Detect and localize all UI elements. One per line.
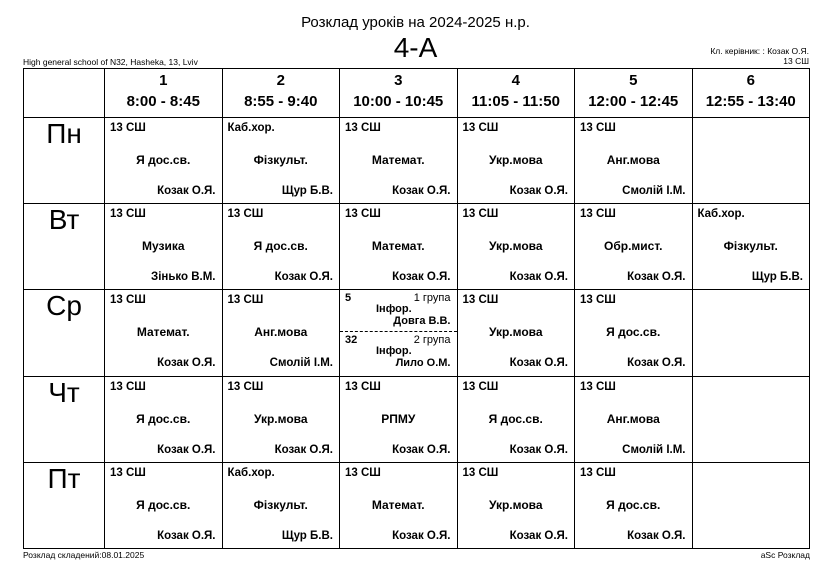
lesson-subject: Укр.мова	[253, 411, 308, 426]
lesson	[340, 204, 457, 289]
lesson-cell	[457, 376, 575, 462]
lesson	[575, 377, 692, 462]
lesson-room: 13 СШ	[462, 122, 499, 135]
corner-cell	[24, 69, 105, 118]
day-name: Вт	[24, 204, 105, 290]
period-time: 11:05 - 11:50	[471, 93, 560, 110]
day-name: Пн	[24, 118, 105, 204]
day-name: Чт	[24, 376, 105, 462]
day-row	[24, 376, 810, 462]
lesson-subject: Фізкульт.	[723, 239, 778, 254]
lesson-room: 13 СШ	[462, 294, 499, 307]
lesson-room: 13 СШ	[110, 208, 146, 221]
lesson-subject: Анг.мова	[606, 411, 660, 426]
lesson-room: 13 СШ	[345, 466, 381, 479]
group-lesson	[340, 332, 457, 374]
lesson-subject: Математ.	[136, 325, 190, 340]
lesson-room: 5	[345, 292, 352, 305]
lesson-teacher: Козак О.Я.	[392, 443, 451, 456]
lesson-cell	[457, 462, 575, 548]
period-header-6	[692, 69, 810, 118]
period-time: 10:00 - 10:45	[353, 93, 444, 110]
lesson-teacher: Козак О.Я.	[274, 443, 333, 456]
lesson	[458, 118, 575, 203]
period-header-2	[222, 69, 340, 118]
lesson-cell	[692, 290, 810, 376]
lesson-room: Каб.хор.	[227, 466, 275, 479]
lesson-cell	[692, 204, 810, 290]
period-header-row	[24, 69, 810, 118]
class-teacher	[710, 46, 809, 66]
period-header-5	[575, 69, 693, 118]
lesson-subject: Я дос.св.	[136, 497, 191, 512]
lesson	[340, 118, 457, 203]
lesson-teacher: Козак О.Я.	[509, 443, 568, 456]
lesson-cell	[222, 118, 340, 204]
lesson-cell	[222, 462, 340, 548]
lesson	[575, 204, 692, 289]
group-label: 1 група	[413, 292, 451, 305]
lesson-teacher: Зінько В.М.	[150, 271, 216, 284]
lesson-teacher: Довга В.В.	[393, 315, 451, 328]
lesson	[223, 118, 340, 203]
period-time: 12:00 - 12:45	[588, 93, 679, 110]
lesson-teacher: Козак О.Я.	[157, 443, 216, 456]
lesson-room: 13 СШ	[227, 208, 264, 221]
lesson-teacher: Козак О.Я.	[157, 529, 216, 542]
lesson	[105, 463, 222, 548]
period-number: 6	[746, 72, 755, 89]
lesson-teacher: Щур Б.В.	[281, 529, 333, 542]
lesson	[105, 204, 222, 289]
lesson-cell	[340, 290, 458, 376]
lesson-teacher: Козак О.Я.	[392, 185, 451, 198]
lesson-subject: Укр.мова	[488, 239, 543, 254]
lesson-teacher: Козак О.Я.	[509, 185, 568, 198]
lesson-subject: Математ.	[371, 153, 425, 168]
period-number: 3	[394, 72, 403, 89]
schedule-title: Розклад уроків на 2024-2025 н.р.	[301, 14, 530, 31]
split-lesson	[340, 290, 457, 375]
lesson-cell	[575, 204, 693, 290]
day-row	[24, 290, 810, 376]
lesson-subject: Я дос.св.	[136, 411, 191, 426]
lesson-subject: Музика	[141, 239, 185, 254]
lesson-teacher: Козак О.Я.	[627, 271, 686, 284]
lesson-room: 13 СШ	[345, 208, 381, 221]
lesson-cell	[457, 204, 575, 290]
lesson	[458, 377, 575, 462]
lesson-teacher: Козак О.Я.	[157, 357, 216, 370]
lesson-room: 13 СШ	[462, 466, 499, 479]
period-number: 5	[629, 72, 638, 89]
lesson	[105, 290, 222, 375]
lesson-cell	[105, 204, 223, 290]
lesson-room: 13 СШ	[462, 380, 499, 393]
period-time: 8:00 - 8:45	[126, 93, 200, 110]
lesson-teacher: Козак О.Я.	[157, 185, 216, 198]
lesson-cell	[340, 204, 458, 290]
lesson	[575, 463, 692, 548]
lesson	[693, 377, 810, 462]
period-number: 2	[276, 72, 285, 89]
lesson	[575, 118, 692, 203]
lesson-teacher: Козак О.Я.	[627, 357, 686, 370]
group-lesson	[340, 290, 457, 332]
lesson	[105, 377, 222, 462]
lesson-room: 13 СШ	[110, 122, 146, 135]
lesson-subject: Інфор.	[376, 303, 412, 316]
lesson-room: 13 СШ	[580, 466, 616, 479]
lesson-cell	[575, 462, 693, 548]
school-name: High general school of N32, Hasheka, 13, Lviv	[23, 57, 198, 67]
lesson	[340, 463, 457, 548]
lesson-cell	[457, 118, 575, 204]
lesson-subject: Математ.	[371, 497, 425, 512]
lesson-teacher: Козак О.Я.	[509, 271, 568, 284]
timetable	[23, 68, 810, 549]
lesson	[693, 463, 810, 548]
lesson	[223, 463, 340, 548]
lesson	[223, 290, 340, 375]
lesson-room: 32	[345, 334, 358, 347]
lesson-room: 13 СШ	[227, 294, 264, 307]
lesson-room: 13 СШ	[580, 294, 616, 307]
lesson-teacher: Смолій І.М.	[269, 357, 333, 370]
day-row	[24, 462, 810, 548]
lesson	[223, 377, 340, 462]
lesson	[693, 204, 810, 289]
lesson-subject: Я дос.св.	[136, 153, 191, 168]
lesson	[693, 118, 810, 203]
lesson-cell	[692, 376, 810, 462]
generator-label: aSc Розклад	[760, 550, 810, 560]
lesson-teacher: Козак О.Я.	[274, 271, 333, 284]
lesson-subject: РПМУ	[381, 411, 416, 426]
lesson-cell	[105, 462, 223, 548]
class-name: 4-А	[393, 32, 438, 63]
lesson-subject: Я дос.св.	[488, 411, 543, 426]
period-header-1	[105, 69, 223, 118]
period-time: 12:55 - 13:40	[705, 93, 796, 110]
lesson-cell	[222, 290, 340, 376]
period-header-4	[457, 69, 575, 118]
lesson-teacher: Козак О.Я.	[627, 529, 686, 542]
lesson-cell	[575, 376, 693, 462]
lesson-subject: Фізкульт.	[253, 497, 308, 512]
lesson-teacher: Смолій І.М.	[622, 443, 686, 456]
lesson-subject: Я дос.св.	[606, 497, 661, 512]
lesson-teacher: Щур Б.В.	[281, 185, 333, 198]
day-name: Ср	[24, 290, 105, 376]
lesson	[575, 290, 692, 375]
lesson-cell	[692, 462, 810, 548]
lesson-cell	[575, 118, 693, 204]
lesson-subject: Обр.мист.	[604, 239, 663, 254]
lesson-cell	[340, 376, 458, 462]
class-teacher-line: Кл. керівник: : Козак О.Я.	[710, 46, 809, 56]
lesson-teacher: Смолій І.М.	[622, 185, 686, 198]
lesson-subject: Укр.мова	[488, 325, 543, 340]
lesson-subject: Укр.мова	[488, 497, 543, 512]
lesson-cell	[105, 290, 223, 376]
lesson-cell	[457, 290, 575, 376]
lesson-teacher: Козак О.Я.	[392, 529, 451, 542]
lesson-room: 13 СШ	[110, 380, 146, 393]
lesson-cell	[222, 204, 340, 290]
lesson-teacher: Козак О.Я.	[392, 271, 451, 284]
lesson-room: 13 СШ	[345, 380, 381, 393]
lesson-room: Каб.хор.	[697, 208, 745, 221]
lesson	[223, 204, 340, 289]
period-header-3	[340, 69, 458, 118]
lesson-room: 13 СШ	[580, 208, 616, 221]
lesson-room: 13 СШ	[110, 294, 146, 307]
lesson	[458, 204, 575, 289]
lesson	[340, 377, 457, 462]
lesson-subject: Фізкульт.	[253, 153, 308, 168]
period-time: 8:55 - 9:40	[244, 93, 318, 110]
lesson-cell	[340, 462, 458, 548]
lesson	[105, 118, 222, 203]
lesson-room: 13 СШ	[227, 380, 264, 393]
lesson-room: 13 СШ	[110, 466, 146, 479]
day-row	[24, 118, 810, 204]
lesson-subject: Укр.мова	[488, 153, 543, 168]
lesson-subject: Я дос.св.	[253, 239, 308, 254]
lesson-teacher: Козак О.Я.	[509, 529, 568, 542]
lesson-cell	[222, 376, 340, 462]
lesson-subject: Я дос.св.	[606, 325, 661, 340]
lesson-teacher: Щур Б.В.	[751, 271, 803, 284]
lesson-subject: Інфор.	[376, 345, 412, 358]
lesson-teacher: Лило О.М.	[395, 357, 451, 370]
lesson	[693, 290, 810, 375]
period-number: 1	[159, 72, 168, 89]
created-date: Розклад складений:08.01.2025	[23, 550, 145, 560]
lesson-cell	[105, 118, 223, 204]
lesson-subject: Математ.	[371, 239, 425, 254]
lesson-room: 13 СШ	[462, 208, 499, 221]
class-room-line: 13 СШ	[783, 56, 809, 66]
lesson-teacher: Козак О.Я.	[509, 357, 568, 370]
lesson-subject: Анг.мова	[254, 325, 308, 340]
lesson	[458, 290, 575, 375]
lesson	[458, 463, 575, 548]
group-label: 2 група	[413, 334, 451, 347]
lesson-cell	[105, 376, 223, 462]
lesson-cell	[340, 118, 458, 204]
lesson-room: 13 СШ	[580, 380, 616, 393]
lesson-cell	[692, 118, 810, 204]
day-row	[24, 204, 810, 290]
lesson-room: 13 СШ	[345, 122, 381, 135]
period-number: 4	[511, 72, 520, 89]
lesson-subject: Анг.мова	[606, 153, 660, 168]
lesson-room: Каб.хор.	[227, 122, 275, 135]
lesson-room: 13 СШ	[580, 122, 616, 135]
lesson-cell	[575, 290, 693, 376]
day-name: Пт	[24, 462, 105, 548]
